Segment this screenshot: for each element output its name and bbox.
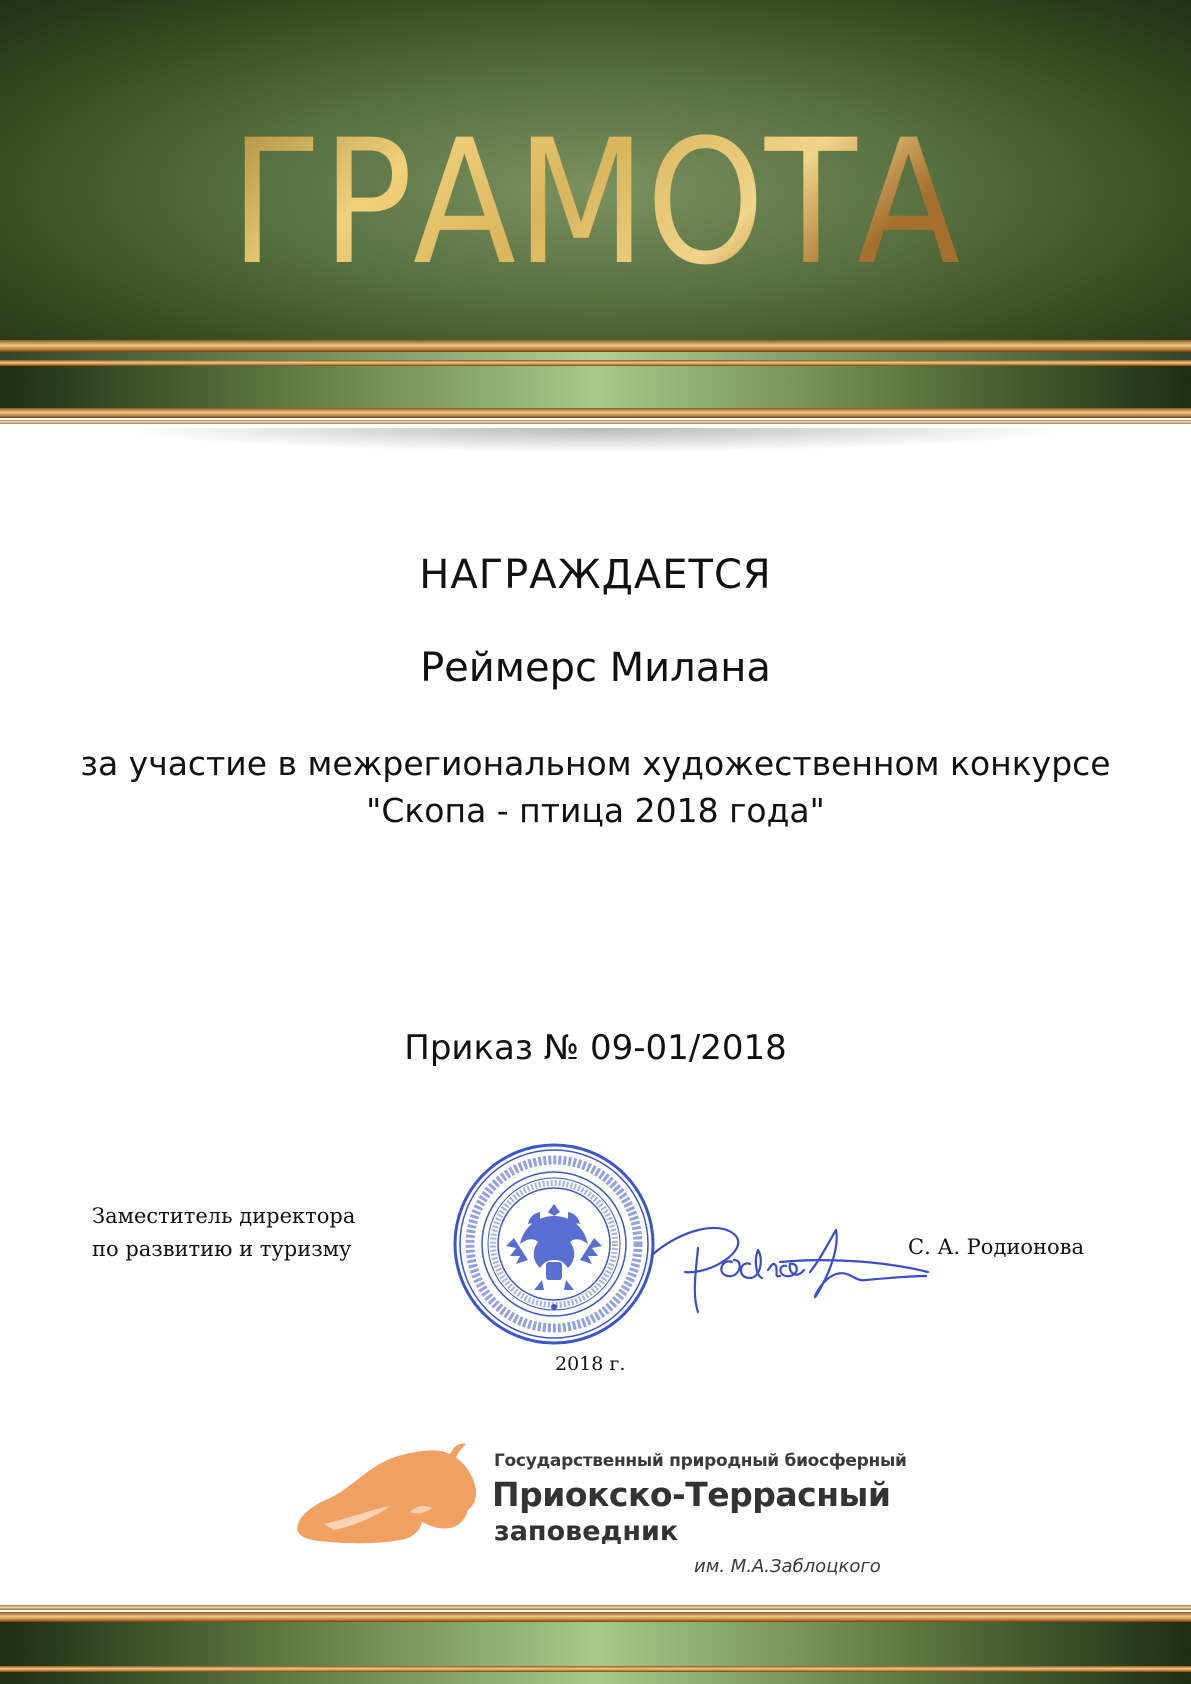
reason-line-2: "Скопа - птица 2018 года" [366, 791, 825, 830]
handwritten-signature-icon [640, 1200, 930, 1320]
signer-name: С. А. Родионова [908, 1235, 1084, 1259]
top-decorative-band [0, 340, 1191, 434]
position-line-1: Заместитель директора [92, 1204, 356, 1228]
awarded-label: НАГРАЖДАЕТСЯ [419, 552, 772, 598]
signature-year: 2018 г. [555, 1353, 626, 1375]
position-line-2: по развитию и туризму [92, 1237, 352, 1261]
recipient-name: Реймерс Милана [420, 645, 771, 691]
certificate-title: ГРАМОТА [230, 102, 960, 280]
bison-icon [290, 1440, 485, 1550]
russian-eagle-seal-icon [452, 1142, 657, 1347]
order-number: Приказ № 09-01/2018 [404, 1028, 787, 1068]
logo-subtitle: Государственный природный биосферный [494, 1451, 907, 1471]
title-graphic [0, 100, 1191, 280]
logo-kind: заповедник [494, 1516, 679, 1547]
header-shadow [0, 428, 1191, 458]
bottom-decorative-band [0, 1605, 1191, 1684]
certificate-header [0, 0, 1191, 345]
reason-line-1: за участие в межрегиональном художественном конкурсе [80, 744, 1111, 783]
logo-honor: им. М.А.Заблоцкого [694, 1556, 881, 1577]
logo-name: Приокско-Террасный [492, 1475, 891, 1514]
signer-position [92, 1200, 412, 1266]
award-reason [40, 740, 1151, 834]
